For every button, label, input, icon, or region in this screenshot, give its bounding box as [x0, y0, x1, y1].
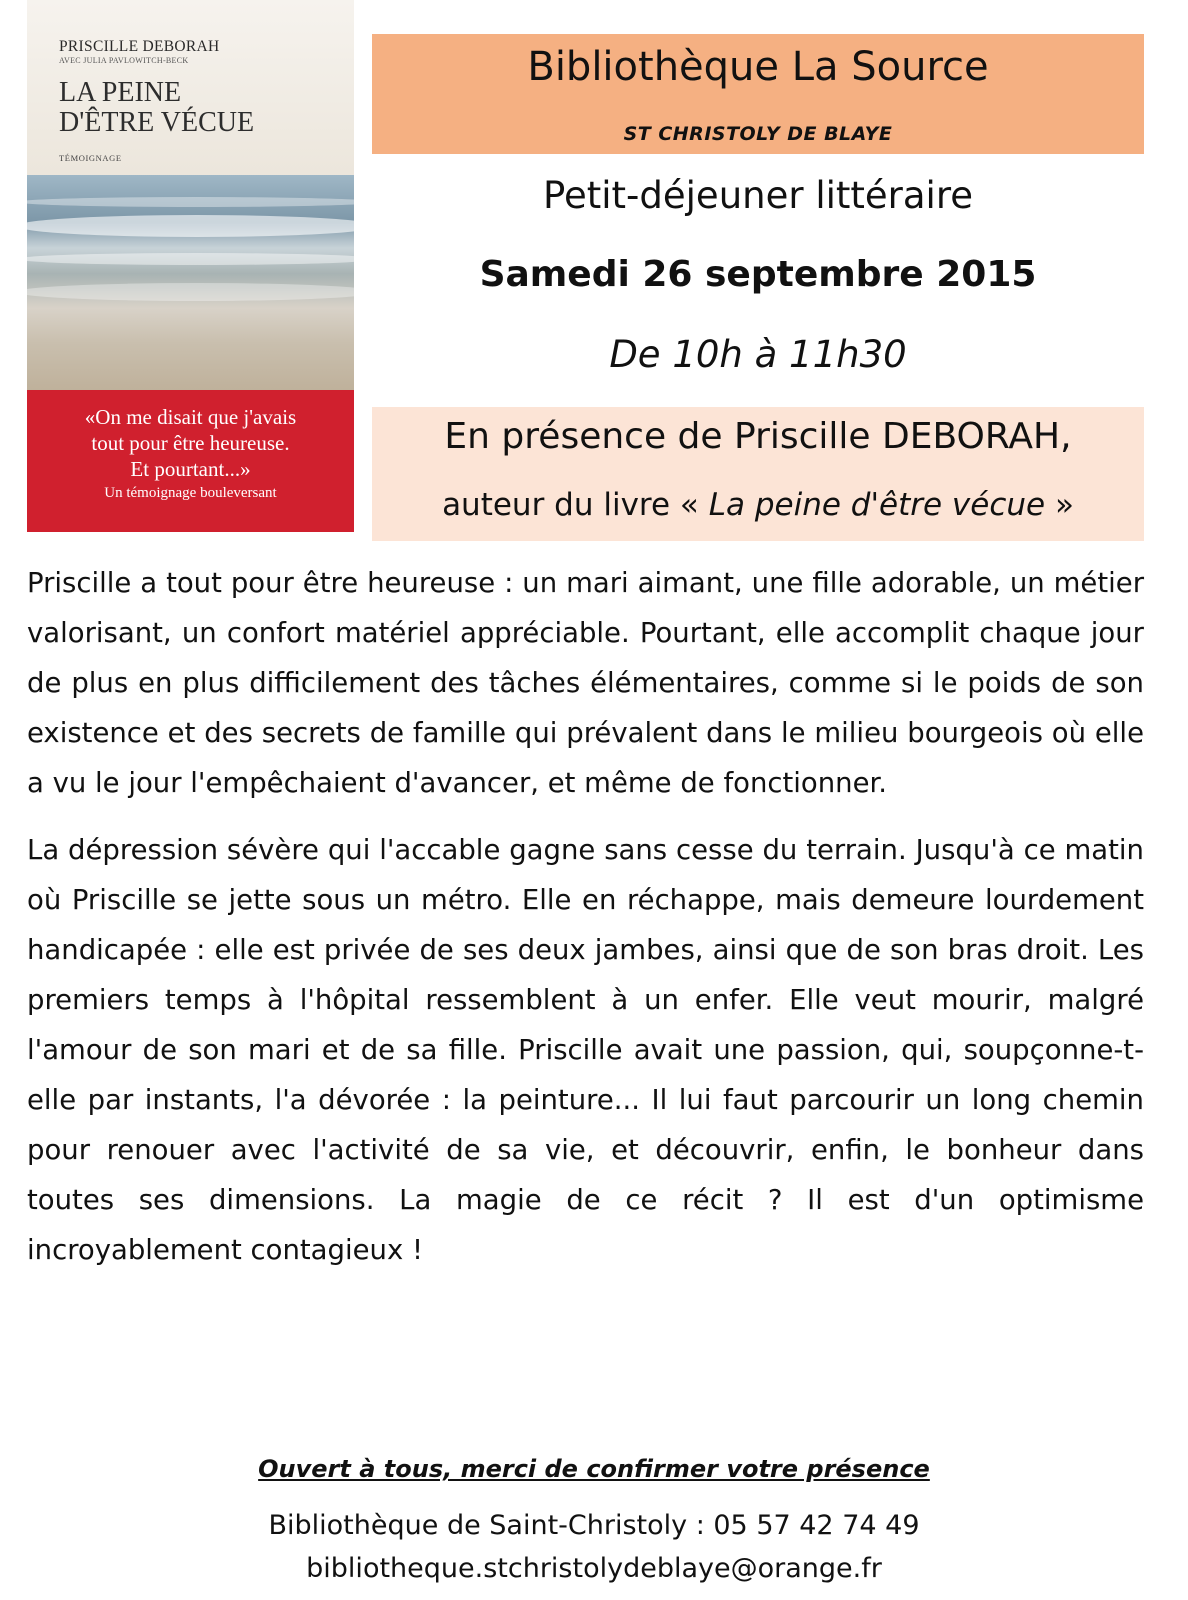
guest-presence: En présence de Priscille DEBORAH,: [444, 416, 1072, 457]
cover-quote-band: [27, 390, 354, 532]
summary-paragraph-2: La dépression sévère qui l'accable gagne sans cesse du terrain. Jusqu'à ce matin où Priscille se jette sous un métro. Elle en réchappe, mais demeure lourdement handicapée : elle est privée de ses deux jambes, ainsi que de son bras droit. Les premiers temps à l'hôpital ressemblent à un enfer. Elle veut mourir, malgré l'amour de son mari et de sa fille. Priscille avait une passion, qui, soupçonne-t-elle par instants, l'a dévorée : la peinture... Il lui faut parcourir un long chemin pour renouer avec l'activité de sa vie, et découvrir, enfin, le bonheur dans toutes ses dimensions. La magie de ce récit ? Il est d'un optimisme incroyablement contagieux !: [27, 834, 1144, 1266]
cover-title: [59, 78, 254, 138]
book-cover: [27, 0, 354, 532]
book-title: La peine d'être vécue: [708, 487, 1046, 523]
library-header-box: [372, 34, 1144, 154]
event-type: Petit-déjeuner littéraire: [543, 174, 973, 217]
library-name: Bibliothèque La Source: [527, 44, 989, 90]
guest-box: [372, 407, 1144, 541]
open-notice: Ouvert à tous, merci de confirmer votre présence: [258, 1455, 930, 1483]
contact-phone: Bibliothèque de Saint-Christoly : 05 57 42 74 49: [268, 1510, 920, 1541]
event-date: Samedi 26 septembre 2015: [479, 254, 1037, 295]
guest-author-line: auteur du livre « La peine d'être vécue »: [442, 487, 1074, 523]
cover-quote: «On me disait que j'avais tout pour être heureuse. Et pourtant...»: [84, 405, 297, 481]
summary-paragraph-1: Priscille a tout pour être heureuse : un mari aimant, une fille adorable, un métier valorisant, un confort matériel appréciable. Pourtant, elle accomplit chaque jour de plus en plus difficilement des tâches élémentaires, comme si le poids de son existence et des secrets de famille qui prévalent dans le milieu bourgeois où elle a vu le jour l'empêchaient d'avancer, et même de fonctionner.: [27, 567, 1144, 799]
cover-title-line2: D'ÊTRE VÉCUE: [59, 107, 255, 138]
event-time: De 10h à 11h30: [609, 333, 907, 376]
book-summary: [27, 558, 1144, 1292]
cover-subline: Un témoignage bouleversant: [104, 485, 277, 501]
cover-author: PRISCILLE DEBORAH: [59, 38, 220, 55]
cover-photo-beach: [27, 175, 354, 390]
contact-email[interactable]: bibliotheque.stchristolydeblaye@orange.fr: [306, 1553, 882, 1584]
library-place: ST CHRISTOLY DE BLAYE: [623, 123, 893, 145]
cover-coauthor: AVEC JULIA PAVLOWITCH-BECK: [59, 56, 189, 65]
cover-title-line1: LA PEINE: [59, 77, 182, 108]
cover-genre: TÉMOIGNAGE: [59, 153, 122, 163]
